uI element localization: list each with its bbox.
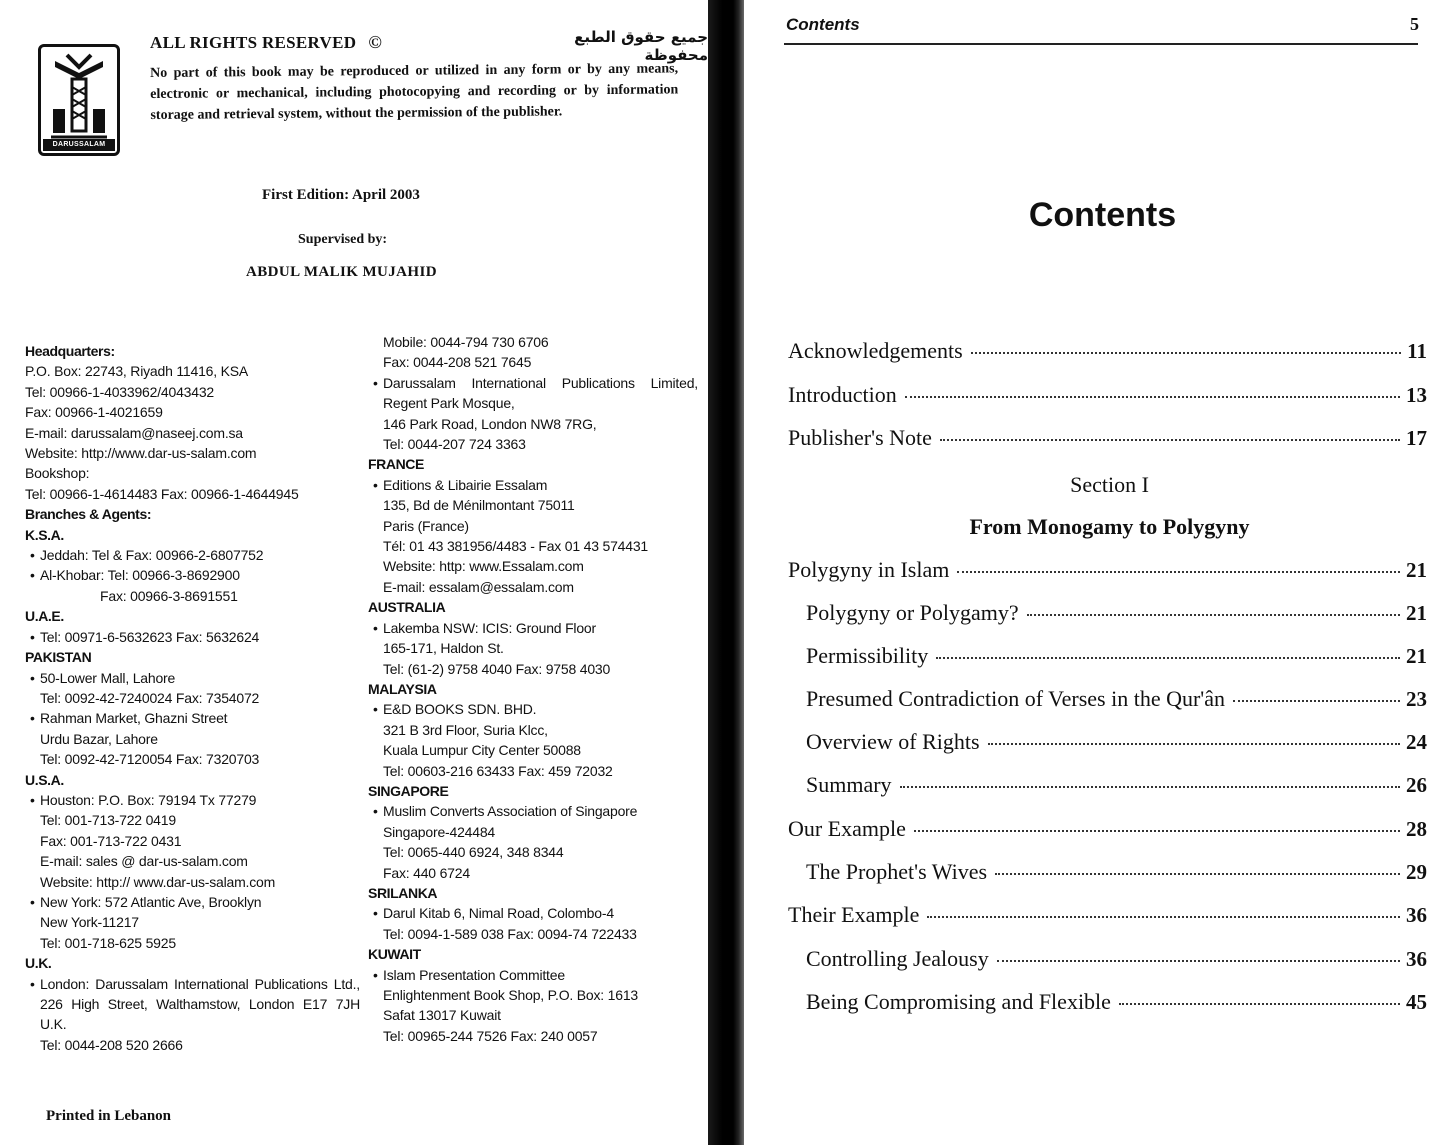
toc-entry (806, 989, 1427, 1019)
rights-statement: No part of this book may be reproduced or utilized in any form or by any means, electronic or mechanical, including photocopying and recording or by information storage and retrieval system, without the permission of the publisher. (150, 61, 679, 123)
toc-leader-dots (940, 439, 1400, 441)
address-line: • Editions & Libairie Essalam (368, 475, 698, 495)
toc-entry-title: Polygyny or Polygamy? (806, 600, 1019, 625)
section-title: From Monogamy to Polygyny (969, 514, 1250, 539)
toc-leader-dots (936, 657, 1400, 659)
toc-entry-title: Overview of Rights (806, 729, 980, 754)
toc-entry (788, 382, 1427, 412)
toc-leader-dots (971, 352, 1401, 354)
address-line: P.O. Box: 22743, Riyadh 11416, KSA (25, 363, 249, 380)
toc-entry (806, 772, 1427, 802)
address-heading: KUWAIT (368, 946, 421, 963)
toc-entry (806, 946, 1427, 976)
address-heading: SRILANKA (368, 884, 438, 901)
address-line: Website: http: www.Essalam.com (383, 558, 584, 575)
address-line: Tel: 001-713-722 0419 (40, 812, 176, 829)
address-heading: SINGAPORE (368, 782, 449, 799)
toc-leader-dots (1119, 1003, 1400, 1005)
address-line: Singapore-424484 (383, 823, 496, 840)
address-line: Bookshop: (25, 465, 90, 482)
toc-entry (806, 729, 1427, 759)
toc-entry-title: Controlling Jealousy (806, 946, 989, 971)
address-line: Tel: 00966-1-4614483 Fax: 00966-1-4644945 (25, 485, 299, 502)
address-line: • London: Darussalam International Publications Ltd., 226 High Street, Walthamstow, London E17 7JH U.K. (25, 974, 360, 1035)
address-line: Kuala Lumpur City Center 50088 (383, 742, 581, 759)
toc-entry-page: 28 (1406, 817, 1427, 841)
address-line: Tel: 0094-1-589 038 Fax: 0094-74 722433 (383, 925, 637, 942)
toc-leader-dots (1233, 700, 1400, 702)
address-heading: Branches & Agents: (25, 506, 152, 523)
toc-entry-page: 45 (1406, 990, 1427, 1014)
toc-leader-dots (995, 873, 1400, 875)
address-line: • New York: 572 Atlantic Ave, Brooklyn (25, 892, 360, 912)
address-line: Tel: 001-718-625 5925 (40, 934, 176, 951)
address-line: Mobile: 0044-794 730 6706 (383, 334, 549, 350)
book-tower-icon (41, 47, 117, 153)
address-heading: U.S.A. (25, 771, 64, 788)
printed-location: Printed in Lebanon (46, 1108, 172, 1124)
address-line: Fax: 0044-208 521 7645 (383, 354, 532, 371)
page-number: 5 (1410, 14, 1419, 34)
address-line: Tel: 0065-440 6924, 348 8344 (383, 844, 564, 861)
address-line: E-mail: essalam@essalam.com (383, 578, 574, 595)
toc-entry (788, 816, 1427, 846)
address-line: • Islam Presentation Committee (368, 965, 698, 985)
address-line: Tel: 00603-216 63433 Fax: 459 72032 (383, 762, 613, 779)
address-heading: K.S.A. (25, 526, 64, 543)
address-line: • Rahman Market, Ghazni Street (25, 708, 360, 728)
address-line: Tel: 0092-42-7240024 Fax: 7354072 (40, 689, 260, 706)
rights-title (150, 32, 382, 53)
toc-entry-page: 21 (1406, 644, 1427, 668)
toc-entry (788, 902, 1427, 932)
toc-entry-title: Their Example (788, 902, 920, 927)
address-line: Urdu Bazar, Lahore (40, 730, 158, 747)
address-line: Tel: (61-2) 9758 4040 Fax: 9758 4030 (383, 660, 611, 677)
address-line: Enlightenment Book Shop, P.O. Box: 1613 (383, 987, 639, 1003)
address-line: 165-171, Haldon St. (383, 640, 504, 657)
address-line: Tel: 00965-244 7526 Fax: 240 0057 (383, 1027, 598, 1044)
toc-entry-page: 11 (1407, 339, 1427, 363)
left-page (0, 0, 708, 1145)
address-line: • Tel: 00971-6-5632623 Fax: 5632624 (25, 627, 360, 647)
address-line: Tel: 0044-207 724 3363 (383, 436, 526, 453)
toc-entry-title: Presumed Contradiction of Verses in the Qur'ân (806, 686, 1226, 711)
address-line: Website: http:// www.dar-us-salam.com (40, 873, 276, 890)
address-line: Paris (France) (383, 517, 469, 534)
address-column-2 (368, 332, 698, 1046)
address-heading: MALAYSIA (368, 680, 437, 697)
toc-entry (806, 600, 1427, 630)
address-line: Tél: 01 43 381956/4483 - Fax 01 43 574431 (383, 538, 649, 555)
toc-entry-page: 24 (1406, 730, 1427, 754)
address-line: • Lakemba NSW: ICIS: Ground Floor (368, 618, 698, 638)
toc-entry (788, 425, 1427, 455)
toc-entry-page: 23 (1406, 687, 1427, 711)
address-line: Fax: 440 6724 (383, 864, 470, 881)
book-gutter (708, 0, 744, 1145)
toc-leader-dots (905, 396, 1400, 398)
address-line: New York-11217 (40, 914, 139, 931)
header-rule (784, 43, 1418, 45)
address-line: • Al-Khobar: Tel: 00966-3-8692900 (25, 565, 360, 585)
address-line: • 50-Lower Mall, Lahore (25, 668, 360, 688)
toc-entry-page: 21 (1406, 558, 1427, 582)
address-line: Fax: 00966-1-4021659 (25, 404, 163, 421)
toc-entry (806, 859, 1427, 889)
address-line: Website: http://www.dar-us-salam.com (25, 445, 257, 462)
arabic-rights-notice: جميع حقوق الطبع محفوظة (574, 28, 708, 64)
toc-entry-title: Summary (806, 772, 892, 797)
section-label: Section I (1070, 472, 1149, 497)
toc-entry-page: 36 (1406, 903, 1427, 927)
toc-leader-dots (988, 743, 1400, 745)
address-line: Tel: 0092-42-7120054 Fax: 7320703 (40, 751, 260, 768)
address-line: Fax: 001-713-722 0431 (40, 832, 182, 849)
address-heading: PAKISTAN (25, 649, 92, 666)
address-line: 321 B 3rd Floor, Suria Klcc, (383, 721, 548, 738)
address-line: • Darussalam International Publications Limited, Regent Park Mosque, (368, 373, 698, 414)
supervisor-name: ABDUL MALIK MUJAHID (246, 264, 437, 280)
toc-entry (806, 686, 1427, 716)
toc-leader-dots (957, 571, 1400, 573)
address-line: Fax: 00966-3-8691551 (100, 587, 238, 604)
toc-leader-dots (900, 786, 1400, 788)
address-line: • Houston: P.O. Box: 79194 Tx 77279 (25, 790, 360, 810)
rights-title-text: ALL RIGHTS RESERVED (150, 33, 357, 52)
toc-entry-title: Introduction (788, 382, 897, 407)
right-page (744, 0, 1445, 1145)
address-heading: Headquarters: (25, 343, 115, 359)
address-line: 146 Park Road, London NW8 7RG, (383, 415, 597, 432)
address-line: 135, Bd de Ménilmontant 75011 (383, 497, 575, 514)
address-heading: AUSTRALIA (368, 599, 446, 616)
toc-leader-dots (927, 916, 1400, 918)
toc-entry (788, 338, 1427, 368)
address-heading: U.K. (25, 955, 52, 972)
edition-line: First Edition: April 2003 (262, 187, 420, 203)
toc-entry-title: Permissibility (806, 643, 929, 668)
supervised-label: Supervised by: (298, 232, 388, 247)
running-title: Contents (786, 15, 860, 34)
toc-leader-dots (997, 960, 1400, 962)
toc-entry-page: 29 (1406, 860, 1427, 884)
address-line: Safat 13017 Kuwait (383, 1007, 501, 1024)
copyright-icon: © (368, 32, 383, 52)
address-heading: U.A.E. (25, 608, 64, 625)
toc-entry-title: Polygyny in Islam (788, 557, 950, 582)
toc-entry-page: 26 (1406, 773, 1427, 797)
toc-entry-title: Our Example (788, 816, 906, 841)
toc-entry-page: 36 (1406, 947, 1427, 971)
toc-entry-page: 17 (1406, 426, 1427, 450)
toc-entry (806, 643, 1427, 673)
toc-entry-title: The Prophet's Wives (806, 859, 988, 884)
address-column-1 (25, 341, 360, 1055)
address-line: • Jeddah: Tel & Fax: 00966-2-6807752 (25, 545, 360, 565)
contents-heading: Contents (1028, 196, 1177, 234)
logo-caption: DARUSSALAM (43, 139, 115, 151)
address-line: E-mail: sales @ dar-us-salam.com (40, 853, 248, 870)
toc-entry-page: 13 (1406, 383, 1427, 407)
toc-entry-title: Publisher's Note (788, 425, 932, 450)
address-heading: FRANCE (368, 456, 424, 473)
address-line: • Darul Kitab 6, Nimal Road, Colombo-4 (368, 903, 698, 923)
toc-leader-dots (914, 830, 1400, 832)
toc-entry-title: Acknowledgements (788, 338, 963, 363)
address-line: Tel: 00966-1-4033962/4043432 (25, 383, 215, 400)
toc-entry-page: 21 (1406, 601, 1427, 625)
address-line: • Muslim Converts Association of Singapore (368, 801, 698, 821)
address-line: E-mail: darussalam@naseej.com.sa (25, 424, 243, 441)
address-line: • E&D BOOKS SDN. BHD. (368, 699, 698, 719)
darussalam-logo (38, 44, 120, 156)
toc-entry (788, 557, 1427, 587)
toc-leader-dots (1027, 614, 1400, 616)
toc-entry-title: Being Compromising and Flexible (806, 989, 1111, 1014)
address-line: Tel: 0044-208 520 2666 (40, 1036, 183, 1053)
